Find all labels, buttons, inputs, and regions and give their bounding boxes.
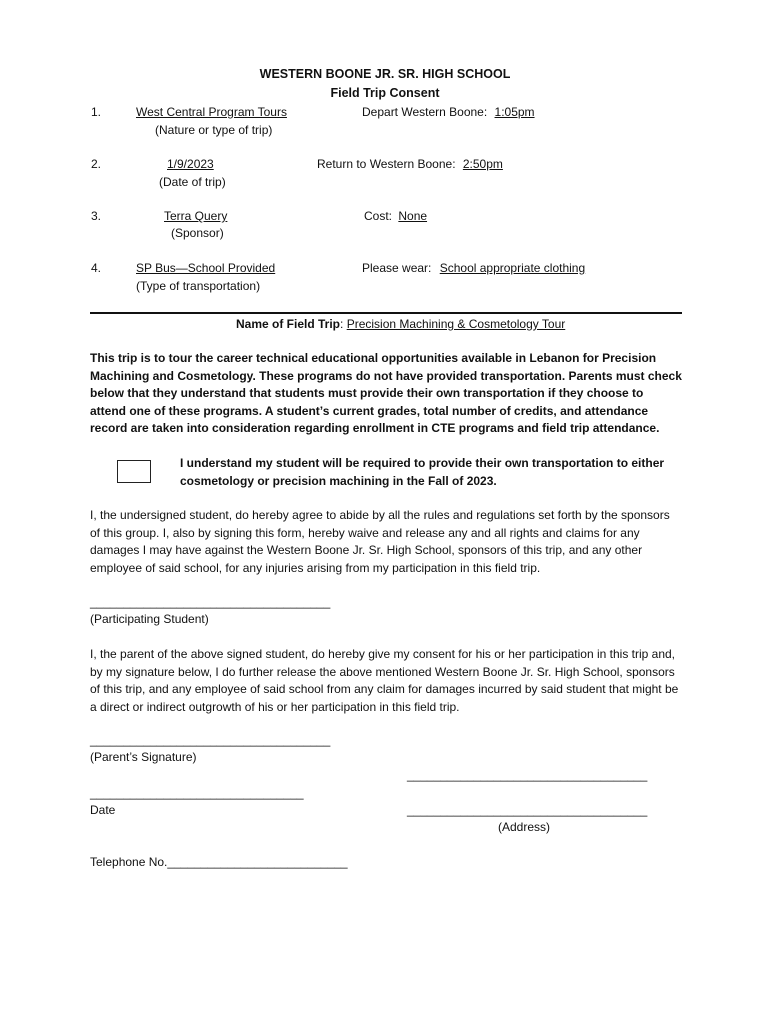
trip-type-value: West Central Program Tours bbox=[136, 105, 287, 119]
item-number-1: 1. bbox=[91, 105, 102, 119]
cost-field bbox=[364, 209, 427, 224]
form-title: Field Trip Consent bbox=[330, 86, 440, 100]
telephone-line[interactable]: ___________________________ bbox=[167, 855, 348, 869]
item-number-4: 4. bbox=[91, 261, 102, 275]
trip-date-caption: (Date of trip) bbox=[159, 175, 226, 189]
trip-name-label: Name of Field Trip bbox=[236, 317, 341, 331]
return-time: 2:50pm bbox=[462, 157, 503, 171]
school-name: WESTERN BOONE JR. SR. HIGH SCHOOL bbox=[259, 67, 511, 81]
attire-value: School appropriate clothing bbox=[439, 261, 586, 275]
student-signature-caption: (Participating Student) bbox=[90, 612, 209, 626]
parent-consent-statement: I, the parent of the above signed student, do hereby give my consent for his or her participation in this trip and, by my signature below, I do further release the above mentioned Western Boone Jr. Sr. High School, sponsors of this trip, and any employee of said school from any claim for damages incurred by said student that might be a direct or indirect outgrowth of his or her participation in this field trip. bbox=[90, 647, 679, 714]
date-caption: Date bbox=[90, 803, 116, 817]
student-signature-line[interactable]: ____________________________________ bbox=[90, 595, 331, 609]
address-line-1[interactable]: ____________________________________ bbox=[407, 768, 648, 782]
item-number-3: 3. bbox=[91, 209, 102, 223]
telephone-field bbox=[90, 855, 348, 870]
telephone-label: Telephone No. bbox=[90, 855, 168, 869]
depart-label: Depart Western Boone: bbox=[362, 105, 488, 119]
cost-label: Cost: bbox=[364, 209, 393, 223]
section-divider bbox=[90, 312, 682, 314]
sponsor-value: Terra Query bbox=[164, 209, 228, 223]
date-line[interactable]: ________________________________ bbox=[90, 786, 304, 800]
transportation-acknowledgement-text: I understand my student will be required to provide their own transportation to either cosmetology or precision machining in the Fall of 2023. bbox=[180, 456, 665, 488]
sponsor-caption: (Sponsor) bbox=[171, 226, 224, 240]
return-label: Return to Western Boone: bbox=[317, 157, 456, 171]
transportation-caption: (Type of transportation) bbox=[136, 279, 261, 293]
item-number-2: 2. bbox=[91, 157, 102, 171]
depart-field bbox=[362, 105, 535, 120]
attire-field bbox=[362, 261, 585, 276]
student-waiver-statement: I, the undersigned student, do hereby agree to abide by all the rules and regulations set forth by the sponsors of this group. I, also by signing this form, hereby waive and release any and all rights and claims for any damages I may have against the Western Boone Jr. Sr. High School, sponsors of this trip, and any other employee of said school, for any injuries arising from my participation in this field trip. bbox=[90, 508, 670, 575]
attire-label: Please wear: bbox=[362, 261, 432, 275]
trip-description: This trip is to tour the career technical educational opportunities available in Lebanon for Precision Machining and Cosmetology. These programs do not have provided transportation. Parents must check below that they understand that students must provide their own transportation if they choose to attend one of these programs. A student’s current grades, total number of credits, and attendance record are taken into consideration regarding enrollment in CTE programs and field trip attendance. bbox=[90, 351, 682, 435]
transportation-acknowledgement-checkbox[interactable] bbox=[117, 460, 151, 483]
address-caption: (Address) bbox=[498, 820, 551, 834]
trip-date-value: 1/9/2023 bbox=[167, 157, 214, 171]
address-line-2[interactable]: ____________________________________ bbox=[407, 803, 648, 817]
trip-type-caption: (Nature or type of trip) bbox=[155, 123, 273, 137]
cost-value: None bbox=[398, 209, 428, 223]
parent-signature-line[interactable]: ____________________________________ bbox=[90, 733, 331, 747]
parent-signature-caption: (Parent’s Signature) bbox=[90, 750, 197, 764]
transportation-value: SP Bus—School Provided bbox=[136, 261, 276, 275]
return-field bbox=[317, 157, 503, 172]
trip-name-value: Precision Machining & Cosmetology Tour bbox=[346, 317, 566, 331]
trip-name-row: Name of Field Trip: Precision Machining & Cosmetology Tour bbox=[236, 317, 566, 331]
depart-time: 1:05pm bbox=[494, 105, 535, 119]
